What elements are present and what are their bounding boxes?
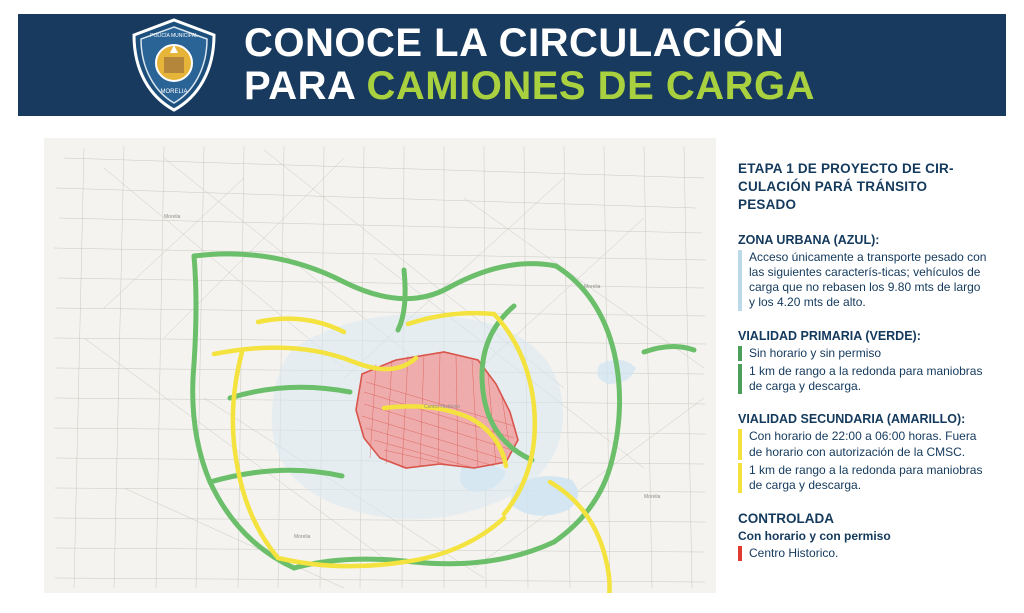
- svg-text:Centro Histórico: Centro Histórico: [424, 404, 460, 410]
- svg-text:POLICÍA MUNICIPAL: POLICÍA MUNICIPAL: [150, 33, 198, 39]
- legend-controlled-head: CONTROLADA: [738, 511, 834, 527]
- banner-title-line2: [244, 64, 816, 108]
- svg-text:Morelia: Morelia: [164, 214, 181, 220]
- legend-section-body-primary-2: 1 km de rango a la redonda para maniobras de carga y descarga.: [738, 364, 988, 394]
- legend-section-head-urban: ZONA URBANA (AZUL):: [738, 232, 880, 247]
- legend-section-body-secondary-2: 1 km de rango a la redonda para maniobras de carga y descarga.: [738, 463, 988, 493]
- banner-title-line1: CONOCE LA CIRCULACIÓN: [244, 20, 785, 65]
- map-figure: [44, 138, 716, 593]
- banner-line2-highlight: CAMIONES DE CARGA: [366, 64, 816, 108]
- svg-text:Morelia: Morelia: [294, 534, 311, 540]
- legend-section-head-secondary: VIALIDAD SECUNDARIA (AMARILLO):: [738, 412, 966, 427]
- legend-section-body-urban: Acceso únicamente a transporte pesado con las siguientes caracterís-ticas; vehículos de carga que no rebasen los 9.80 mts de largo y los 4.20 mts de alto.: [738, 250, 988, 311]
- banner-line2-plain: PARA: [244, 64, 367, 108]
- legend-title: ETAPA 1 DE PROYECTO DE CIR-CULACIÓN PARÁ TRÁNSITO PESADO: [738, 161, 954, 213]
- legend-controlled-item: Centro Historico.: [738, 546, 988, 561]
- banner-text-block: [244, 20, 816, 108]
- police-shield-icon: [126, 17, 222, 113]
- legend-panel: [738, 160, 988, 561]
- legend-section-body-secondary: Con horario de 22:00 a 06:00 horas. Fuera de horario con autorización de la CMSC.: [738, 429, 988, 459]
- legend-section-body-primary: Sin horario y sin permiso: [738, 346, 988, 361]
- legend-section-head-primary: VIALIDAD PRIMARIA (VERDE):: [738, 328, 921, 343]
- svg-text:Morelia: Morelia: [644, 494, 661, 500]
- svg-text:Morelia: Morelia: [584, 284, 601, 290]
- legend-controlled-sub: Con horario y con permiso: [738, 529, 891, 544]
- map-svg: [44, 138, 716, 593]
- svg-text:MORELIA: MORELIA: [160, 89, 188, 95]
- header-banner: [18, 14, 1006, 116]
